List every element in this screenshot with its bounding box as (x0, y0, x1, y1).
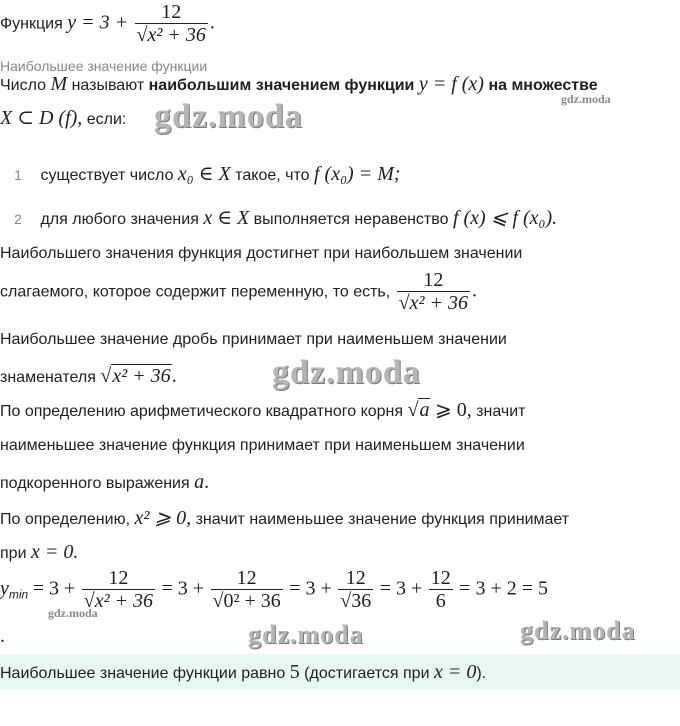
paragraph-2-line-2 (0, 364, 177, 388)
comp-dot: . (0, 625, 5, 647)
comp-num: 12 (108, 567, 129, 589)
p1-frac-den: √x² + 36 (398, 292, 469, 314)
list-text: такое, что (235, 167, 310, 184)
list-text: выполняется неравенство (253, 211, 449, 228)
comp-num: 12 (430, 567, 451, 589)
p3-text: наименьшее значение функция принимает при наименьшем значении (0, 437, 525, 454)
list-item (0, 206, 557, 230)
heading-tail: . (209, 11, 215, 34)
def-var-M: M (50, 73, 68, 95)
watermark-logo: gdz.moda (248, 620, 364, 649)
p4-text: при (0, 545, 27, 562)
heading-frac-num: 12 (161, 1, 182, 23)
heading-lhs: y = 3 + (67, 11, 129, 34)
p2-sqrt: √x² + 36 (100, 365, 171, 387)
def-bold: на множестве (488, 77, 598, 94)
answer-text: (достигается при (304, 665, 430, 682)
paragraph-3-line-1 (0, 398, 525, 422)
def-text: если: (86, 111, 127, 128)
p1-tail: . (472, 279, 478, 302)
p3-var: a (194, 471, 205, 493)
list-number: 2 (14, 211, 22, 227)
watermark-logo: gdz.moda (520, 616, 636, 645)
paragraph-4-line-1 (0, 506, 569, 530)
paragraph-3-line-3 (0, 470, 209, 494)
p2-text: Наибольшее значение дробь принимает при наименьшем значении (0, 331, 507, 348)
p1-fraction (397, 270, 470, 315)
comp-den: √x² + 36 (83, 590, 154, 612)
comp-den: √0² + 36 (212, 590, 281, 612)
list-number: 1 (14, 167, 22, 183)
p4-text: значит наименьшее значение функция принимает (195, 511, 570, 528)
p1-text: слагаемого, которое содержит переменную, то есть, (0, 283, 391, 301)
def-bold: наибольшим значением функции (148, 77, 415, 94)
paragraph-1-line-2 (0, 270, 477, 315)
p2-text: знаменателя (0, 369, 96, 386)
p4-text: По определению, (0, 511, 131, 528)
answer-box (0, 654, 680, 690)
p1-text: Наибольшего значения функция достигнет при наибольшем значении (0, 245, 523, 262)
list-math: x₀ ∈ X (177, 163, 231, 185)
heading-prefix: Функция (0, 15, 63, 33)
comp-den: 6 (429, 589, 453, 613)
comp-result: = 3 + 2 = 5 (459, 577, 549, 600)
p3-sqrt: √a (407, 399, 430, 421)
paragraph-3-line-2 (0, 436, 525, 455)
paragraph-1-line-1 (0, 244, 522, 263)
heading-line (0, 2, 215, 47)
def-func: y = f (x) (418, 73, 484, 95)
list-math: x ∈ X (203, 207, 250, 229)
p4-math: x² ⩾ 0, (134, 507, 192, 529)
answer-cond: x = 0 (433, 661, 477, 683)
p3-ineq: ⩾ 0, (434, 399, 472, 421)
definition-line-2 (0, 106, 126, 130)
list-text: для любого значения (40, 211, 199, 228)
list-math: f (x) ⩽ f (x₀). (452, 207, 558, 229)
def-text: Число (0, 77, 47, 94)
list-math: f (x₀) = M; (313, 163, 401, 185)
comp-num: 12 (236, 567, 257, 589)
p1-frac-num: 12 (423, 269, 444, 291)
p3-tail: . (204, 471, 210, 493)
comp-sub: min (8, 587, 29, 602)
def-set: X ⊂ D (f), (0, 107, 83, 129)
comp-den: √36 (340, 590, 372, 612)
watermark-logo: gdz.moda (561, 92, 611, 106)
list-item (0, 162, 401, 186)
watermark-logo: gdz.moda (154, 98, 303, 135)
paragraph-4-line-2 (0, 540, 78, 564)
p4-math: x = 0. (30, 541, 79, 563)
comp-fraction-2 (211, 568, 283, 613)
cut-off-line: Наибольшее значение функции (0, 58, 208, 74)
p3-text: значит (476, 403, 526, 420)
watermark-logo: gdz.moda (272, 354, 421, 391)
comp-eq: = 3 + (32, 577, 76, 600)
p3-text: По определению арифметического квадратного корня (0, 403, 404, 420)
computation-dot (0, 624, 5, 648)
definition-line-1 (0, 72, 598, 96)
answer-value: 5 (289, 661, 300, 683)
comp-eq: = 3 + (379, 577, 423, 600)
comp-num: 12 (345, 567, 366, 589)
paragraph-2-line-1 (0, 330, 507, 349)
answer-text: Наибольшее значение функции равно (0, 665, 286, 682)
answer-text: ). (476, 665, 487, 682)
comp-eq: = 3 + (161, 577, 205, 600)
def-text: называют (71, 77, 145, 94)
comp-fraction-4 (429, 568, 453, 613)
comp-fraction-3 (338, 568, 373, 613)
heading-frac-den: √x² + 36 (136, 24, 206, 46)
p3-text: подкоренного выражения (0, 475, 190, 492)
watermark-logo: gdz.moda (48, 606, 98, 620)
comp-eq: = 3 + (289, 577, 332, 600)
answer-line (0, 660, 486, 684)
heading-fraction (135, 2, 208, 47)
p2-tail: . (171, 365, 177, 387)
list-text: существует число (40, 167, 174, 184)
comp-y: y (0, 577, 9, 600)
